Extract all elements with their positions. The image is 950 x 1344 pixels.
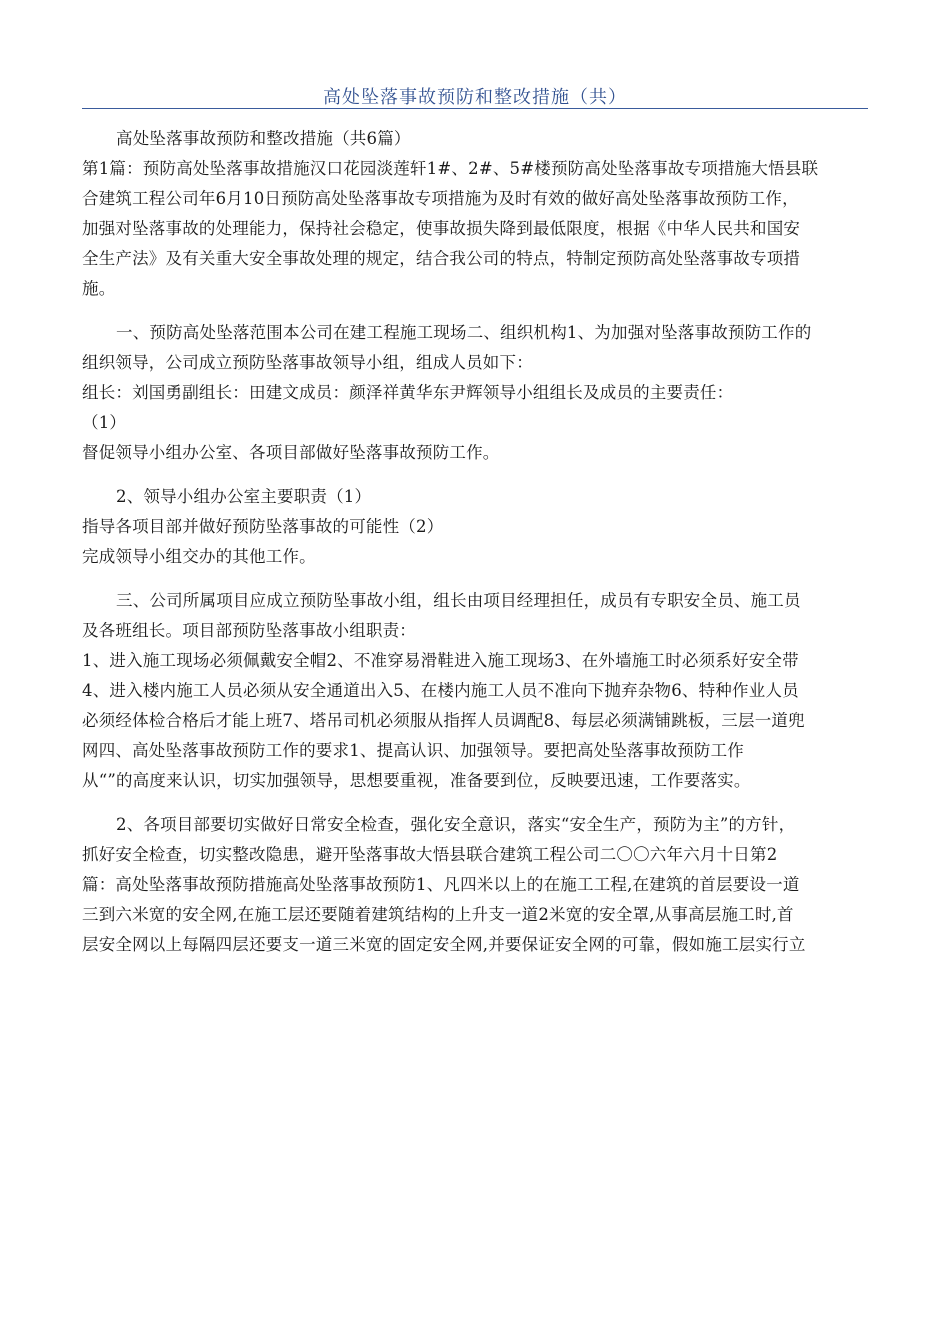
paragraph-line: 加强对坠落事故的处理能力，保持社会稳定，使事故损失降到最低限度，根据《中华人民共和国安 (82, 219, 801, 238)
doc-collection-title: 高处坠落事故预防和整改措施（共6篇） (116, 129, 411, 148)
paragraph-line: 必须经体检合格后才能上班7、塔吊司机必须服从指挥人员调配8、每层必须满铺跳板，三层一道兜 (82, 711, 805, 730)
paragraph-gap (82, 468, 872, 482)
paragraph-line: 第1篇：预防高处坠落事故措施汉口花园淡莲轩1#、2#、5#楼预防高处坠落事故专项措施大悟县联 (82, 159, 819, 178)
paragraph-line: 4、进入楼内施工人员必须从安全通道出入5、在楼内施工人员不准向下抛弃杂物6、特种作业人员 (82, 681, 799, 700)
paragraph-line: 组长：刘国勇副组长：田建文成员：颜泽祥黄华东尹辉领导小组组长及成员的主要责任： (82, 383, 734, 402)
paragraph-line: 从“”的高度来认识，切实加强领导，思想要重视，准备要到位，反映要迅速，工作要落实。 (82, 771, 751, 790)
paragraph-gap (82, 572, 872, 586)
paragraph-line: 篇：高处坠落事故预防措施高处坠落事故预防1、凡四米以上的在施工工程,在建筑的首层要设一道 (82, 875, 800, 894)
header-divider (82, 108, 868, 109)
paragraph-line: 抓好安全检查，切实整改隐患，避开坠落事故大悟县联合建筑工程公司二〇〇六年六月十日第2 (82, 845, 778, 864)
paragraph-line: 2、领导小组办公室主要职责（1） (116, 487, 372, 506)
document-body (82, 124, 872, 960)
paragraph-line: 三、公司所属项目应成立预防坠事故小组，组长由项目经理担任，成员有专职安全员、施工员 (116, 591, 801, 610)
paragraph-line: 层安全网以上每隔四层还要支一道三米宽的固定安全网,并要保证安全网的可靠，假如施工层实行立 (82, 935, 806, 954)
paragraph-line: 2、各项目部要切实做好日常安全检查，强化安全意识，落实“安全生产，预防为主”的方针， (116, 815, 796, 834)
paragraph-line: 网四、高处坠落事故预防工作的要求1、提高认识、加强领导。要把高处坠落事故预防工作 (82, 741, 744, 760)
paragraph-line: 全生产法》及有关重大安全事故处理的规定，结合我公司的特点，特制定预防高处坠落事故专项措 (82, 249, 801, 268)
paragraph-line: 组织领导，公司成立预防坠落事故领导小组，组成人员如下： (82, 353, 533, 372)
paragraph-line: 合建筑工程公司年6月10日预防高处坠落事故专项措施为及时有效的做好高处坠落事故预防工作， (82, 189, 799, 208)
paragraph-line: 完成领导小组交办的其他工作。 (82, 547, 316, 566)
paragraph-line: （1） (82, 413, 127, 432)
paragraph-line: 及各班组长。项目部预防坠落事故小组职责： (82, 621, 416, 640)
paragraph-line: 督促领导小组办公室、各项目部做好坠落事故预防工作。 (82, 443, 500, 462)
paragraph-gap (82, 796, 872, 810)
paragraph-line: 一、预防高处坠落范围本公司在建工程施工现场二、组织机构1、为加强对坠落事故预防工作的 (116, 323, 812, 342)
paragraph-line: 指导各项目部并做好预防坠落事故的可能性（2） (82, 517, 444, 536)
paragraph-line: 1、进入施工现场必须佩戴安全帽2、不准穿易滑鞋进入施工现场3、在外墙施工时必须系好安全带 (82, 651, 799, 670)
paragraph-line: 施。 (82, 279, 116, 298)
paragraph-gap (82, 304, 872, 318)
paragraph-line: 三到六米宽的安全网,在施工层还要随着建筑结构的上升支一道2米宽的安全罩,从事高层施工时,首 (82, 905, 794, 924)
document-header-title: 高处坠落事故预防和整改措施（共） (323, 87, 627, 108)
